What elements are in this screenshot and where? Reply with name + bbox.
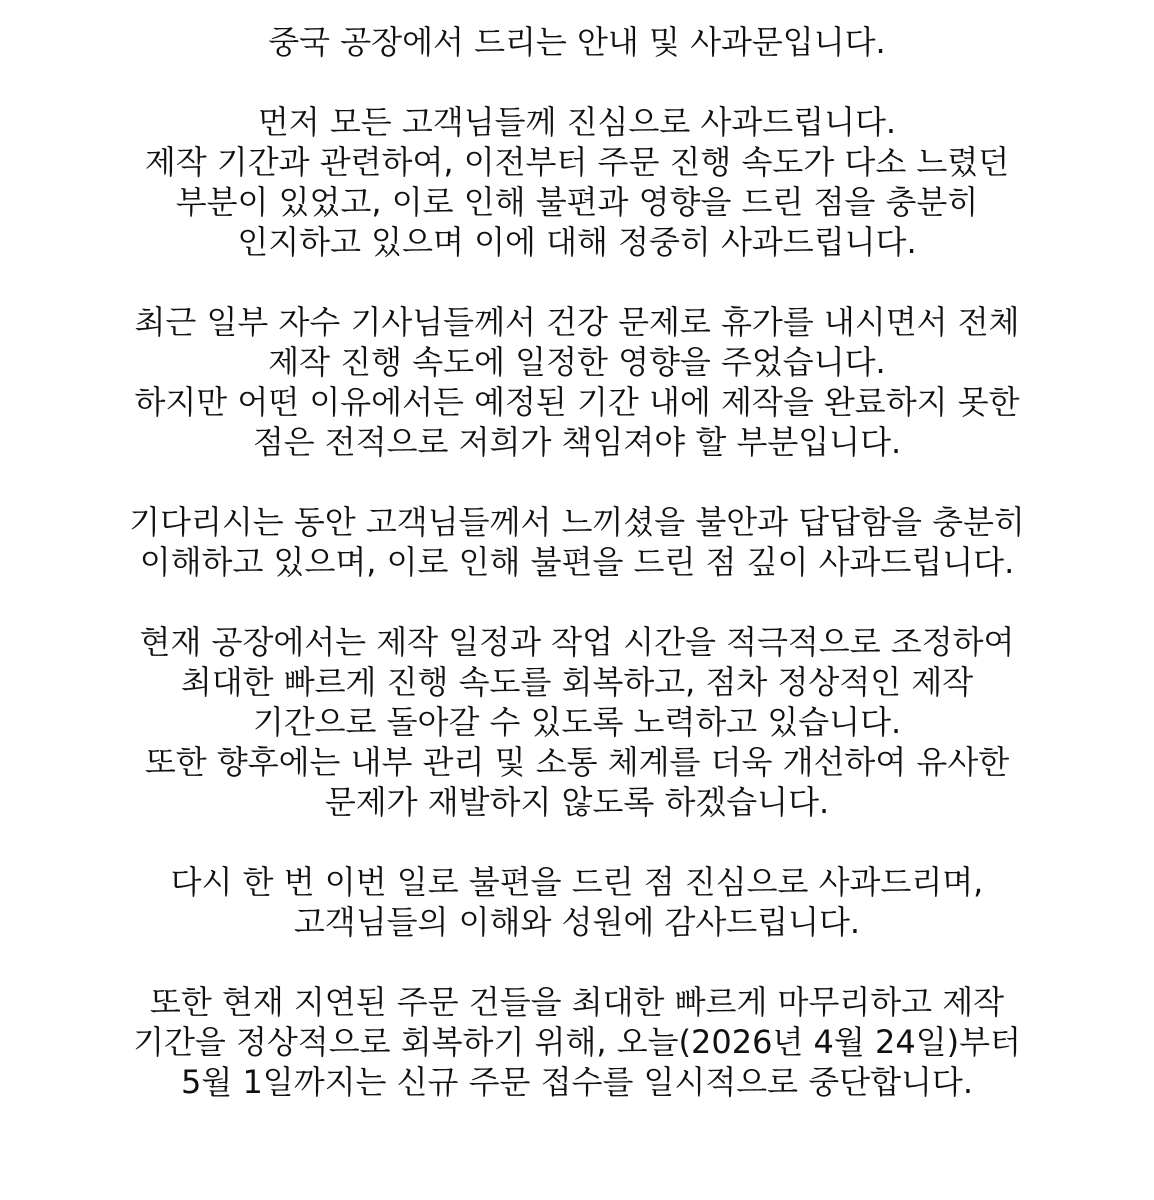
text-line: 기다리시는 동안 고객님들께서 느끼셨을 불안과 답답함을 충분히: [129, 503, 1025, 541]
paragraph-apology-intro: [0, 102, 1154, 262]
apology-notice-document: [0, 22, 1154, 1142]
text-line: 하지만 어떤 이유에서든 예정된 기간 내에 제작을 완료하지 못한: [134, 383, 1020, 421]
paragraph-customer-understanding: [0, 502, 1154, 582]
notice-title: 중국 공장에서 드리는 안내 및 사과문입니다.: [268, 23, 886, 61]
text-line: 최근 일부 자수 기사님들께서 건강 문제로 휴가를 내시면서 전체: [134, 303, 1020, 341]
text-line: 먼저 모든 고객님들께 진심으로 사과드립니다.: [257, 103, 897, 141]
paragraph-closing-thanks: [0, 862, 1154, 942]
text-line: 제작 진행 속도에 일정한 영향을 주었습니다.: [268, 343, 886, 381]
text-line: 다시 한 번 이번 일로 불편을 드린 점 진심으로 사과드리며,: [170, 863, 984, 901]
text-line: 고객님들의 이해와 성원에 감사드립니다.: [293, 903, 861, 941]
text-line: 부분이 있었고, 이로 인해 불편과 영향을 드린 점을 충분히: [175, 183, 979, 221]
text-line: 현재 공장에서는 제작 일정과 작업 시간을 적극적으로 조정하여: [139, 623, 1015, 661]
text-line: 제작 기간과 관련하여, 이전부터 주문 진행 속도가 다소 느렸던: [144, 143, 1010, 181]
text-line: 기간으로 돌아갈 수 있도록 노력하고 있습니다.: [252, 703, 902, 741]
paragraph-recovery-plan: [0, 622, 1154, 822]
text-line: 5월 1일까지는 신규 주문 접수를 일시적으로 중단합니다.: [181, 1063, 973, 1101]
text-line: 문제가 재발하지 않도록 하겠습니다.: [324, 783, 830, 821]
text-line: 인지하고 있으며 이에 대해 정중히 사과드립니다.: [237, 223, 917, 261]
text-line: 기간을 정상적으로 회복하기 위해, 오늘(2026년 4월 24일)부터: [133, 1023, 1021, 1061]
text-line: 이해하고 있으며, 이로 인해 불편을 드린 점 깊이 사과드립니다.: [139, 543, 1015, 581]
text-line: 또한 향후에는 내부 관리 및 소통 체계를 더욱 개선하여 유사한: [144, 743, 1010, 781]
notice-title-paragraph: [0, 22, 1154, 62]
text-line: 최대한 빠르게 진행 속도를 회복하고, 점차 정상적인 제작: [180, 663, 974, 701]
text-line: 점은 전적으로 저희가 책임져야 할 부분입니다.: [252, 423, 902, 461]
text-line: 또한 현재 지연된 주문 건들을 최대한 빠르게 마무리하고 제작: [149, 983, 1005, 1021]
paragraph-order-suspension: [0, 982, 1154, 1102]
paragraph-delay-reason: [0, 302, 1154, 462]
